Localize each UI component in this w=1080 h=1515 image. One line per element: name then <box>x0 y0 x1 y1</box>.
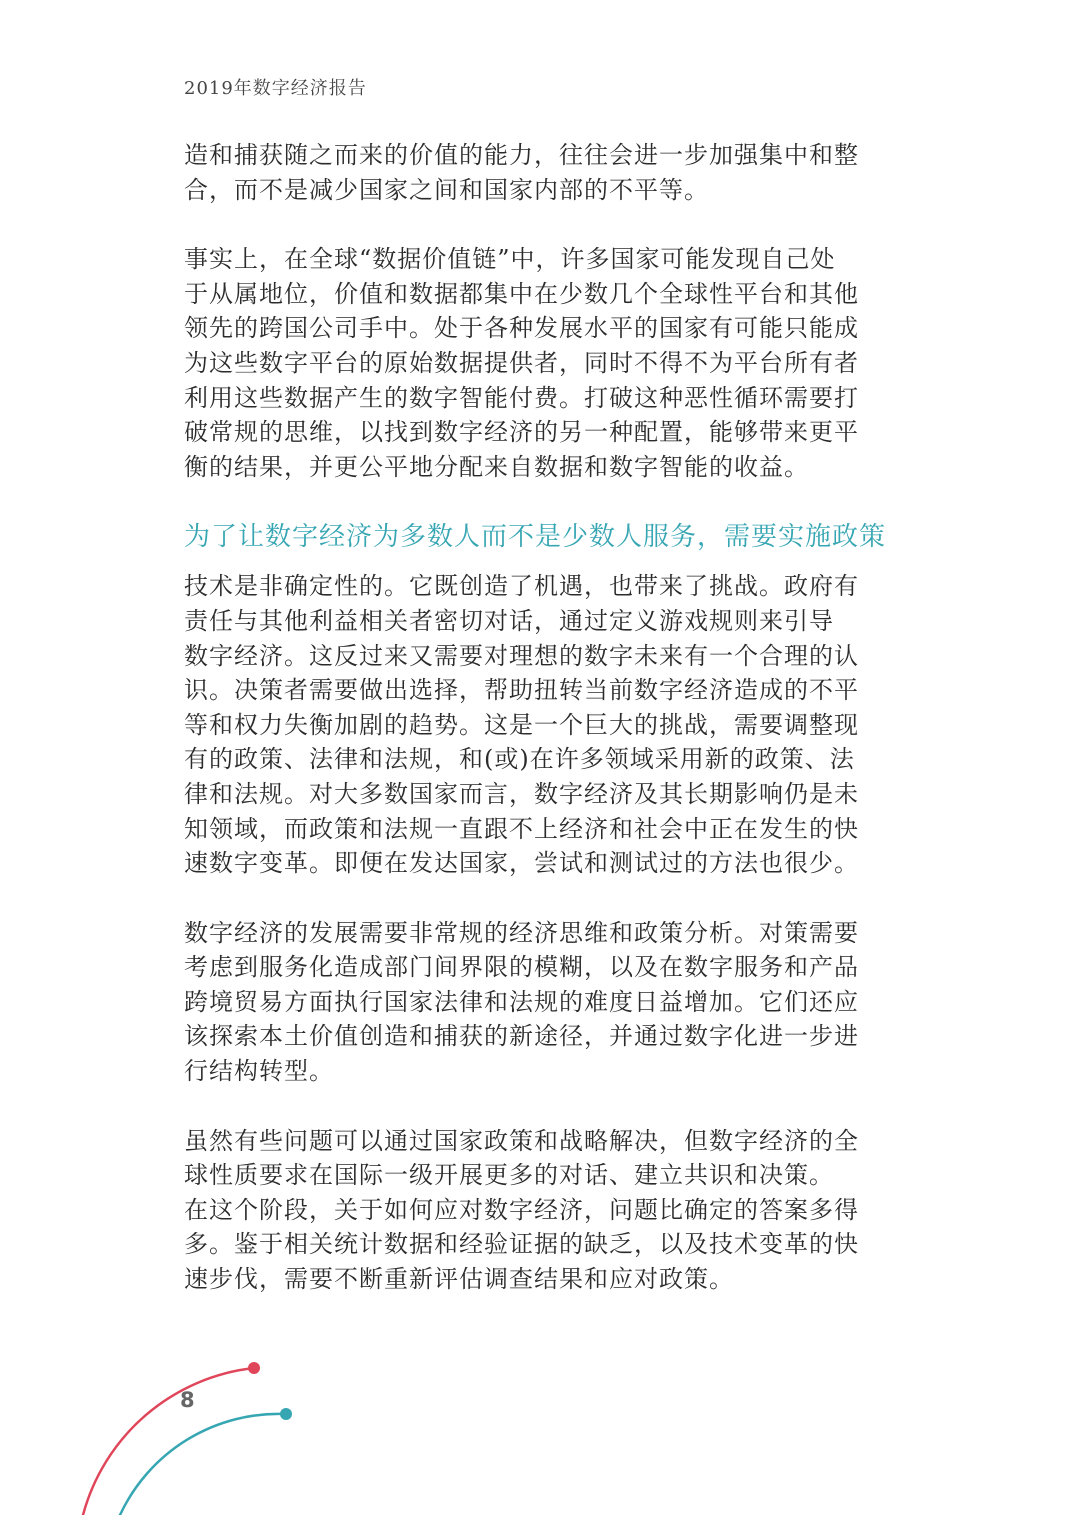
body-paragraph-1: 造和捕获随之而来的价值的能力，往往会进一步加强集中和整 合，而不是减少国家之间和国家内部的不平等。 <box>184 141 859 204</box>
body-paragraph-4: 数字经济的发展需要非常规的经济思维和政策分析。对策需要 考虑到服务化造成部门间界限的模糊，以及在数字服务和产品 跨境贸易方面执行国家法律和法规的难度日益增加。它们还应 该探索本土价值创造和捕获的新途径，并通过数字化进一步进 行结构转型。 <box>184 918 859 1086</box>
page-number: 8 <box>180 1388 195 1412</box>
body-paragraph-3: 技术是非确定性的。它既创造了机遇，也带来了挑战。政府有 责任与其他利益相关者密切对话，通过定义游戏规则来引导 数字经济。这反过来又需要对理想的数字未来有一个合理的认 识。决策者需要做出选择，帮助扭转当前数字经济造成的不平 等和权力失衡加剧的趋势。这是一个巨大的挑战，需要调整现 有的政策、法律和法规，和(或)在许多领域采用新的政策、法 律和法规。对大多数国家而言，数字经济及其长期影响仍是未 知领域，而政策和法规一直跟不上经济和社会中正在发生的快 速数字变革。即便在发达国家，尝试和测试过的方法也很少。 <box>184 572 859 878</box>
page-body <box>184 138 900 1332</box>
section-heading: 为了让数字经济为多数人而不是少数人服务，需要实施政策 <box>184 522 887 553</box>
body-paragraph-5: 虽然有些问题可以通过国家政策和战略解决，但数字经济的全 球性质要求在国际一级开展更多的对话、建立共识和决策。 在这个阶段，关于如何应对数字经济，问题比确定的答案多得 多。鉴于相关统计数据和经验证据的缺乏，以及技术变革的快 速步伐，需要不断重新评估调查结果和应对政策。 <box>184 1126 859 1294</box>
teal-arc-dot <box>280 1408 292 1420</box>
running-header: 2019年数字经济报告 <box>184 78 367 99</box>
red-arc-dot <box>248 1362 260 1374</box>
teal-arc <box>120 1414 286 1515</box>
red-arc <box>83 1368 254 1515</box>
decorative-arcs <box>0 1330 330 1515</box>
body-paragraph-2: 事实上，在全球“数据价值链”中，许多国家可能发现自己处 于从属地位，价值和数据都集中在少数几个全球性平台和其他 领先的跨国公司手中。处于各种发展水平的国家有可能只能成 为这些数字平台的原始数据提供者，同时不得不为平台所有者 利用这些数据产生的数字智能付费。打破这种恶性循环需要打 破常规的思维，以找到数字经济的另一种配置，能够带来更平 衡的结果，并更公平地分配来自数据和数字智能的收益。 <box>184 245 859 481</box>
